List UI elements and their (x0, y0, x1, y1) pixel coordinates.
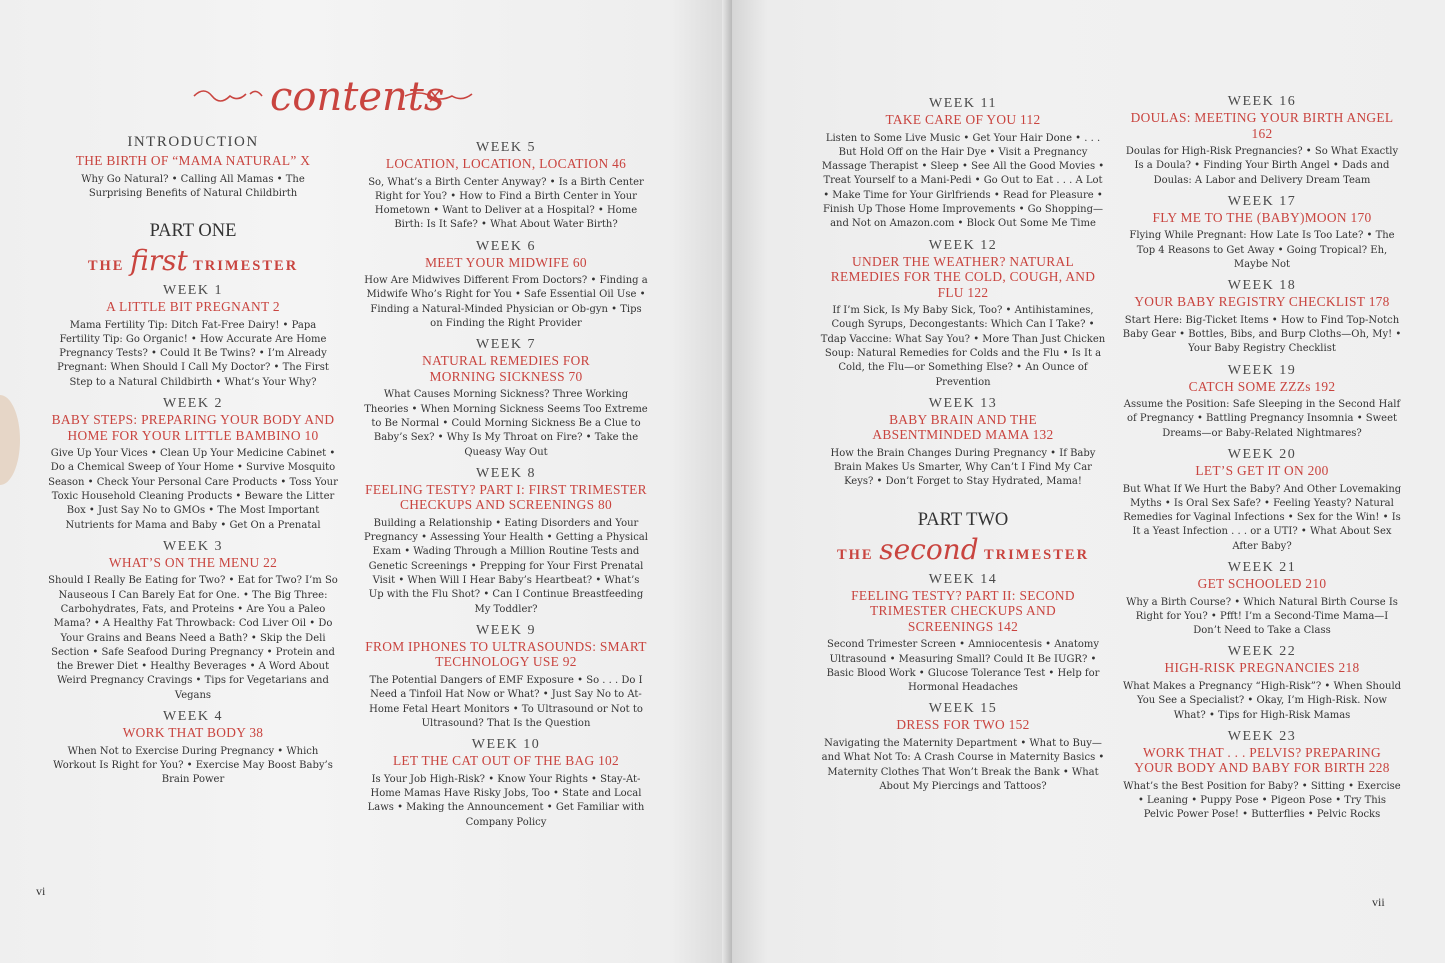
chapter-desc: Give Up Your Vices • Clean Up Your Medicine Cabinet • Do a Chemical Sweep of Your Home • Survive Mosquito Season • Check Your Personal Care Products • Toss Your Toxic Household Cleaning Products • Beware the Litter Box • Just Say No to GMOs • The Most Important Nutrients for Mama and Baby • Get On a Prenatal (48, 448, 338, 531)
chapter-title: FEELING TESTY? PART II: SECOND TRIMESTER CHECKUPS AND SCREENINGS 142 (851, 587, 1075, 634)
week-label: WEEK 22 (1227, 644, 1297, 660)
week-label: WEEK 7 (476, 337, 536, 353)
toc-week-13 (820, 396, 1106, 490)
toc-column-1 (48, 134, 338, 787)
week-label: WEEK 8 (476, 465, 536, 481)
chapter-title: CATCH SOME ZZZs 192 (1188, 378, 1336, 394)
chapter-desc: How Are Midwives Different From Doctors? • Finding a Midwife Who’s Right for You • Safe Essential Oil Use • Finding a Natural-Minded Physician or Ob-gyn • Tips on Finding the Right Provider (364, 275, 648, 330)
chapter-title: WHAT’S ON THE MENU 22 (108, 554, 278, 570)
toc-week-20 (1122, 447, 1402, 554)
toc-week-10 (364, 737, 648, 830)
part-one-label: PART ONE (149, 221, 237, 242)
toc-column-4 (1122, 88, 1402, 823)
chapter-desc: Is Your Job High-Risk? • Know Your Rights • Stay-At-Home Mamas Have Risky Jobs, Too • State and Local Laws • Making the Announcement • Get Familiar with Company Policy (367, 773, 645, 828)
part-one-trimester (48, 244, 338, 277)
week-label: WEEK 15 (928, 701, 998, 717)
toc-week-5 (364, 140, 648, 233)
chapter-title: A LITTLE BIT PREGNANT 2 (106, 299, 280, 315)
chapter-desc: But What If We Hurt the Baby? And Other Lovemaking Myths • Is Oral Sex Safe? • Feeling Yeasty? Natural Remedies for Vaginal Infections • Sex for the Win! • Is It a Yeast Infection . . . or a UTI? • What About Sex After Baby? (1122, 483, 1402, 552)
intro-chapter: THE BIRTH OF “MAMA NATURAL” X (75, 153, 311, 168)
chapter-desc: Building a Relationship • Eating Disorders and Your Pregnancy • Assessing Your Health • Getting a Physical Exam • Wading Through a Million Routine Tests and Genetic Screenings • Prepping for Your First Prenatal Visit • When Will I Hear Baby’s Heartbeat? • What’s Up with the Flu Shot? • Can I Continue Breastfeeding My Toddler? (364, 517, 648, 615)
contents-heading (190, 72, 480, 130)
toc-week-9 (364, 623, 648, 731)
intro-desc: Why Go Natural? • Calling All Mamas • The Surprising Benefits of Natural Childbirth (81, 173, 305, 199)
chapter-desc: Assume the Position: Safe Sleeping in the Second Half of Pregnancy • Battling Pregnancy Insomnia • Sweet Dreams—or Baby-Related Nightmares? (1123, 399, 1401, 439)
chapter-desc: What’s the Best Position for Baby? • Sitting • Exercise • Leaning • Puppy Pose • Pigeon Pose • Try This Pelvic Power Pose! • Butterflies • Pelvic Rocks (1123, 780, 1401, 821)
week-label: WEEK 19 (1227, 362, 1297, 378)
chapter-desc: Mama Fertility Tip: Ditch Fat-Free Dairy! • Papa Fertility Tip: Go Organic! • How Accurate Are Home Pregnancy Tests? • Could It Be Twins? • I’m Already Pregnant: When Should I Call My Doctor? • The First Step to a Natural Childbirth • What’s Your Why? (57, 319, 329, 388)
toc-column-3 (820, 90, 1106, 794)
week-label: WEEK 5 (476, 140, 536, 155)
part-two-the: THE (836, 546, 874, 563)
toc-week-4 (48, 709, 338, 787)
chapter-title: BABY BRAIN AND THE ABSENTMINDED MAMA 132 (872, 411, 1054, 443)
week-label: WEEK 11 (929, 96, 997, 111)
toc-week-22 (1122, 644, 1402, 722)
toc-week-8 (364, 466, 648, 617)
week-label: WEEK 12 (928, 237, 998, 253)
chapter-desc: Flying While Pregnant: How Late Is Too Late? • The Top 4 Reasons to Get Away • Going Tropical? Eh, Maybe Not (1129, 230, 1395, 270)
chapter-desc: Second Trimester Screen • Amniocentesis • Anatomy Ultrasound • Measuring Small? Could It Be IUGR? • Basic Blood Work • Glucose Tolerance Test • Help for Hormonal Headaches (826, 639, 1100, 694)
week-label: WEEK 16 (1227, 94, 1297, 109)
week-label: WEEK 9 (476, 622, 536, 638)
part-two-trimester (820, 533, 1106, 566)
toc-week-11 (820, 96, 1106, 232)
toc-week-14 (820, 572, 1106, 696)
toc-week-2 (48, 396, 338, 533)
chapter-title: DOULAS: MEETING YOUR BIRTH ANGEL 162 (1130, 110, 1394, 141)
chapter-title: TAKE CARE OF YOU 112 (885, 112, 1041, 127)
chapter-desc: If I’m Sick, Is My Baby Sick, Too? • Antihistamines, Cough Syrups, Decongestants: Which Can I Take? • Tdap Vaccine: What Say You? • More Than Just Chicken Soup: Natural Remedies for Colds and the Flu • Is It a Cold, the Flu—or Something Else? • An Ounce of Prevention (820, 305, 1106, 388)
week-label: WEEK 1 (163, 283, 223, 299)
intro-label: INTRODUCTION (127, 134, 259, 150)
toc-week-18 (1122, 278, 1402, 356)
part-two-label: PART TWO (917, 509, 1009, 530)
chapter-title: WORK THAT BODY 38 (122, 725, 264, 741)
contents-title: contents (270, 74, 445, 120)
chapter-desc: Start Here: Big-Ticket Items • How to Find Top-Notch Baby Gear • Bottles, Bibs, and Burp Cloths—Oh, My! • Your Baby Registry Checklist (1122, 314, 1402, 355)
week-label: WEEK 18 (1227, 278, 1297, 294)
chapter-title: DRESS FOR TWO 152 (896, 717, 1030, 733)
chapter-desc: So, What’s a Birth Center Anyway? • Is a Birth Center Right for You? • How to Find a Birth Center in Your Hometown • Want to Deliver at a Hospital? • Home Birth: Is It Safe? • What About Water Birth? (368, 176, 644, 231)
part-one-trimester-word: TRIMESTER (193, 258, 299, 275)
chapter-title: HIGH-RISK PREGNANCIES 218 (1164, 660, 1360, 676)
part-one-heading (48, 221, 338, 277)
toc-week-1 (48, 283, 338, 390)
toc-week-19 (1122, 363, 1402, 441)
toc-column-2 (364, 134, 648, 830)
chapter-title: UNDER THE WEATHER? NATURAL REMEDIES FOR THE COLD, COUGH, AND FLU 122 (830, 253, 1096, 300)
chapter-desc: Doulas for High-Risk Pregnancies? • So What Exactly Is a Doula? • Finding Your Birth Angel • Dads and Doulas: A Labor and Delivery Dream Team (1125, 146, 1399, 186)
part-two-trimester-word: TRIMESTER (984, 546, 1090, 563)
toc-week-23 (1122, 729, 1402, 823)
chapter-desc: Listen to Some Live Music • Get Your Hair Done • . . . But Hold Off on the Hair Dye • Visit a Pregnancy Massage Therapist • Sleep • See All the Good Movies • Treat Yourself to a Mani-Pedi • Go Out to Eat . . . A Lot • Make Time for Your Girlfriends • Read for Pleasure • Finish Up Those Home Improvements • Go Shopping—and Not on Amazon.com • Block Out Some Me Time (821, 132, 1105, 230)
chapter-title: YOUR BABY REGISTRY CHECKLIST 178 (1134, 294, 1390, 310)
chapter-desc: What Makes a Pregnancy “High-Risk”? • When Should You See a Specialist? • Okay, I’m High-Risk. Now What? • Tips for High-Risk Mamas (1122, 680, 1402, 721)
chapter-desc: How the Brain Changes During Pregnancy • If Baby Brain Makes Us Smarter, Why Can’t I Find My Car Keys? • Don’t Forget to Stay Hydrated, Mama! (830, 447, 1096, 488)
part-two-script: second (879, 532, 979, 566)
chapter-title: NATURAL REMEDIES FOR MORNING SICKNESS 70 (422, 353, 590, 384)
page-number-left: vi (36, 884, 46, 898)
week-label: WEEK 14 (928, 571, 998, 587)
week-label: WEEK 23 (1227, 728, 1297, 744)
right-page (732, 0, 1445, 963)
week-label: WEEK 17 (1227, 193, 1297, 209)
chapter-title: MEET YOUR MIDWIFE 60 (425, 254, 587, 270)
toc-week-6 (364, 239, 648, 332)
page-number-right: vii (1372, 895, 1385, 909)
part-one-the: THE (87, 258, 125, 275)
week-label: WEEK 2 (163, 396, 223, 412)
toc-week-7 (364, 337, 648, 459)
thumb (0, 395, 20, 485)
toc-week-12 (820, 238, 1106, 390)
toc-week-3 (48, 539, 338, 703)
chapter-title: FEELING TESTY? PART I: FIRST TRIMESTER CHECKUPS AND SCREENINGS 80 (365, 481, 647, 513)
part-one-script: first (130, 244, 188, 278)
chapter-desc: Should I Really Be Eating for Two? • Eat for Two? I’m So Nauseous I Can Barely Eat for One. • The Big Three: Carbohydrates, Fats, and Proteins • Are You a Paleo Mama? • A Healthy Fat Throwback: Cod Liver Oil • Do Your Grains and Beans Need a Bath? • Skip the Deli Section • Safe Seafood During Pregnancy • Protein and the Brewer Diet • Healthy Beverages • A Word About Weird Pregnancy Cravings • Tips for Vegetarians and Vegans (48, 575, 338, 701)
toc-week-21 (1122, 560, 1402, 638)
chapter-desc: The Potential Dangers of EMF Exposure • So . . . Do I Need a Tinfoil Hat Now or What? • Just Say No to At-Home Fetal Heart Monitors • To Ultrasound or Not to Ultrasound? That Is the Question (369, 674, 643, 729)
chapter-desc: Navigating the Maternity Department • What to Buy—and What Not To: A Crash Course in Maternity Basics • Maternity Clothes That Won’t Break the Bank • What About My Piercings and Tattoos? (821, 737, 1105, 792)
toc-week-16 (1122, 94, 1402, 188)
part-two-heading (820, 510, 1106, 566)
chapter-desc: What Causes Morning Sickness? Three Working Theories • When Morning Sickness Seems Too Extreme to Be Normal • Could Morning Sickness Be a Clue to Baby’s Sex? • Why Is My Throat on Fire? • Take the Queasy Way Out (364, 389, 648, 458)
chapter-title: BABY STEPS: PREPARING YOUR BODY AND HOME FOR YOUR LITTLE BAMBINO 10 (51, 412, 335, 443)
toc-week-15 (820, 701, 1106, 794)
week-label: WEEK 4 (163, 709, 223, 725)
chapter-desc: When Not to Exercise During Pregnancy • Which Workout Is Right for You? • Exercise May Boost Baby’s Brain Power (53, 745, 333, 786)
week-label: WEEK 10 (471, 737, 541, 753)
week-label: WEEK 6 (476, 238, 536, 254)
chapter-title: WORK THAT . . . PELVIS? PREPARING YOUR BODY AND BABY FOR BIRTH 228 (1134, 744, 1390, 776)
chapter-title: LET THE CAT OUT OF THE BAG 102 (392, 753, 620, 769)
week-label: WEEK 21 (1227, 560, 1297, 576)
chapter-desc: Why a Birth Course? • Which Natural Birth Course Is Right for You? • Pfft! I’m a Second-Time Mama—I Don’t Need to Take a Class (1126, 596, 1398, 637)
chapter-title: FROM IPHONES TO ULTRASOUNDS: SMART TECHNOLOGY USE 92 (365, 638, 647, 670)
week-label: WEEK 3 (163, 538, 223, 554)
week-label: WEEK 20 (1227, 447, 1297, 463)
chapter-title: LET’S GET IT ON 200 (1195, 463, 1329, 479)
week-label: WEEK 13 (928, 395, 998, 411)
chapter-title: FLY ME TO THE (BABY)MOON 170 (1152, 209, 1372, 225)
toc-week-17 (1122, 194, 1402, 272)
chapter-title: GET SCHOOLED 210 (1197, 576, 1327, 592)
chapter-title: LOCATION, LOCATION, LOCATION 46 (385, 156, 627, 171)
